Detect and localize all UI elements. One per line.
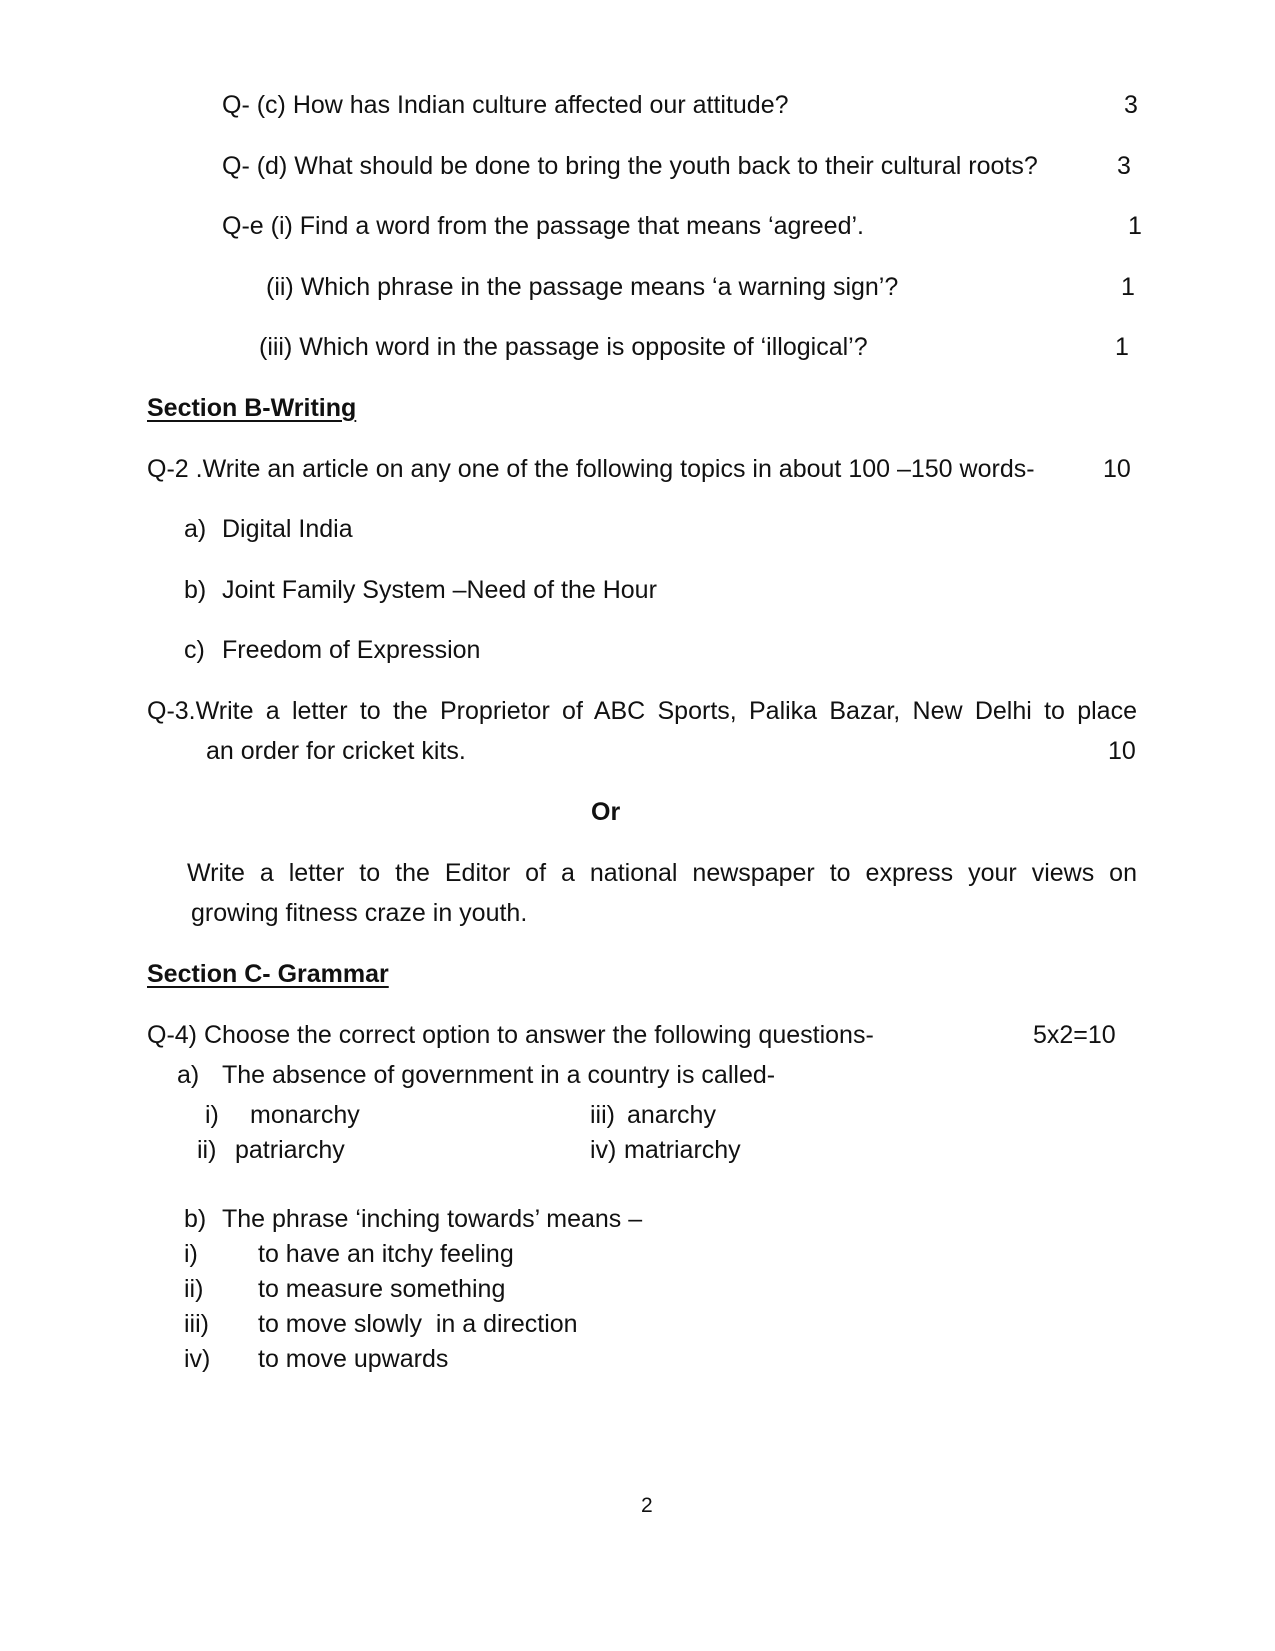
question-4: Q-4) Choose the correct option to answer the following questions-: [147, 1021, 874, 1049]
question-2-option-a-label: a): [184, 515, 207, 543]
question-2-option-b-label: b): [184, 576, 207, 604]
question-2-option-c-label: c): [184, 636, 205, 664]
question-3-marks: 10: [1108, 737, 1136, 765]
question-e-iii-marks: 1: [1115, 333, 1129, 361]
question-e-i-marks: 1: [1128, 212, 1142, 240]
question-4a-option-iii-label: iii): [590, 1101, 615, 1129]
question-4b-option-i: to have an itchy feeling: [258, 1240, 514, 1268]
question-4a-option-iii: anarchy: [627, 1101, 716, 1129]
question-4b-option-ii-label: ii): [184, 1275, 204, 1303]
question-4b-option-iv: to move upwards: [258, 1345, 449, 1373]
question-2-option-c: Freedom of Expression: [222, 636, 481, 664]
question-4a: The absence of government in a country is called-: [222, 1061, 776, 1089]
question-4b-label: b): [184, 1205, 207, 1233]
question-4b-option-iii-label: iii): [184, 1310, 209, 1338]
question-e-i: Q-e (i) Find a word from the passage that means ‘agreed’.: [222, 212, 864, 240]
question-4a-label: a): [177, 1061, 200, 1089]
question-e-ii: (ii) Which phrase in the passage means ‘a warning sign’?: [266, 273, 899, 301]
question-4a-option-ii: patriarchy: [235, 1136, 345, 1164]
question-3-line-1: Q-3.Write a letter to the Proprietor of ABC Sports, Palika Bazar, New Delhi to place: [147, 697, 1137, 725]
question-d: Q- (d) What should be done to bring the youth back to their cultural roots?: [222, 152, 1038, 180]
question-4b-option-iv-label: iv): [184, 1345, 211, 1373]
question-4b-option-ii: to measure something: [258, 1275, 506, 1303]
question-2-option-b: Joint Family System –Need of the Hour: [222, 576, 657, 604]
question-4b-option-iii: to move slowly in a direction: [258, 1310, 578, 1338]
question-4a-option-iv: matriarchy: [624, 1136, 741, 1164]
question-3-alt-line-1: Write a letter to the Editor of a national newspaper to express your views on: [187, 859, 1137, 887]
question-4a-option-i: monarchy: [250, 1101, 360, 1129]
question-4a-option-ii-label: ii): [197, 1136, 217, 1164]
question-2-option-a: Digital India: [222, 515, 353, 543]
question-2-marks: 10: [1103, 455, 1131, 483]
or-separator: Or: [591, 798, 621, 826]
question-4a-option-iv-label: iv): [590, 1136, 617, 1164]
question-2: Q-2 .Write an article on any one of the following topics in about 100 –150 words-: [147, 455, 1035, 483]
question-4a-option-i-label: i): [205, 1101, 219, 1129]
question-3-alt-line-2: growing fitness craze in youth.: [191, 899, 528, 927]
question-4b: The phrase ‘inching towards’ means –: [222, 1205, 643, 1233]
question-d-marks: 3: [1117, 152, 1131, 180]
question-e-ii-marks: 1: [1121, 273, 1135, 301]
section-c-heading: Section C- Grammar: [147, 960, 389, 988]
question-4-marks: 5x2=10: [1033, 1021, 1116, 1049]
question-e-iii: (iii) Which word in the passage is opposite of ‘illogical’?: [259, 333, 868, 361]
question-c-marks: 3: [1124, 91, 1138, 119]
question-4b-option-i-label: i): [184, 1240, 198, 1268]
question-3-line-2: an order for cricket kits.: [206, 737, 466, 765]
question-c: Q- (c) How has Indian culture affected our attitude?: [222, 91, 789, 119]
section-b-heading: Section B-Writing: [147, 394, 357, 422]
page-number: 2: [641, 1494, 653, 1517]
